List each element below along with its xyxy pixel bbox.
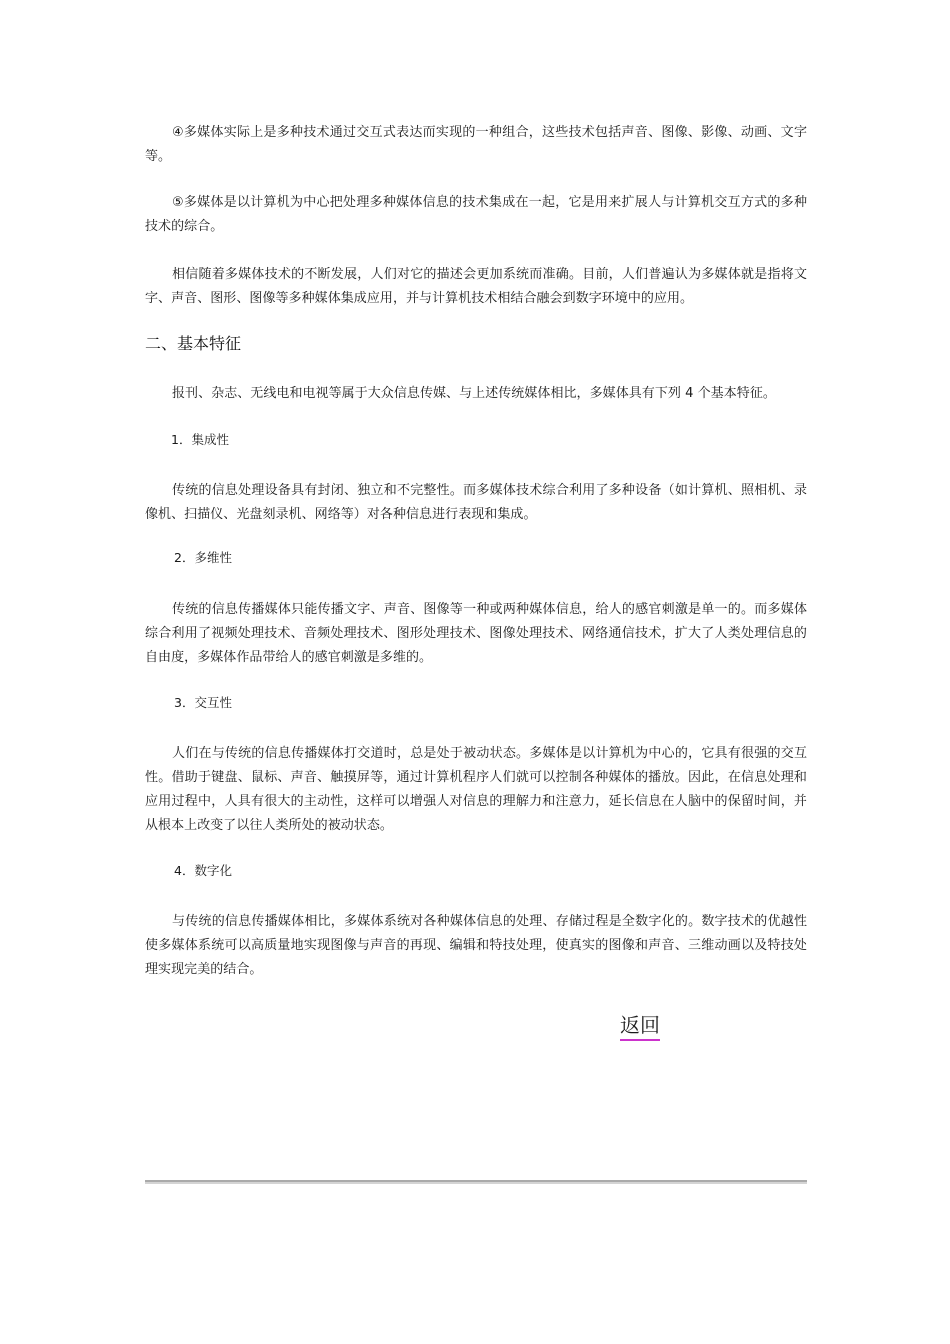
feature-body-interactivity: 人们在与传统的信息传播媒体打交道时，总是处于被动状态。多媒体是以计算机为中心的，它具有很强的交互性。借助于键盘、鼠标、声音、触摸屏等，通过计算机程序人们就可以控制各种媒体的播放。因此，在信息处理和应用过程中，人具有很大的主动性，这样可以增强人对信息的理解力和注意力，延长信息在人脑中的保留时间，并从根本上改变了以往人类所处的被动状态。 — [145, 746, 807, 833]
section-intro: 报刊、杂志、无线电和电视等属于大众信息传媒、与上述传统媒体相比，多媒体具有下列 4 个基本特征。 — [172, 386, 776, 401]
paragraph-definition-5: ⑤多媒体是以计算机为中心把处理多种媒体信息的技术集成在一起，它是用来扩展人与计算机交互方式的多种技术的综合。 — [145, 195, 807, 234]
feature-body-digitization: 与传统的信息传播媒体相比，多媒体系统对各种媒体信息的处理、存储过程是全数字化的。数字技术的优越性使多媒体系统可以高质量地实现图像与声音的再现、编辑和特技处理，使真实的图像和声音、三维动画以及特技处理实现完美的结合。 — [145, 914, 807, 977]
footer-divider — [145, 1180, 807, 1184]
feature-body-multidimensional: 传统的信息传播媒体只能传播文字、声音、图像等一种或两种媒体信息，给人的感官刺激是单一的。而多媒体综合利用了视频处理技术、音频处理技术、图形处理技术、图像处理技术、网络通信技术，扩大了人类处理信息的自由度，多媒体作品带给人的感官刺激是多维的。 — [145, 602, 807, 665]
feature-heading-digitization: 4．数字化 — [174, 863, 232, 878]
paragraph-definition-4: ④多媒体实际上是多种技术通过交互式表达而实现的一种组合，这些技术包括声音、图像、影像、动画、文字等。 — [145, 125, 807, 164]
document-page — [145, 0, 807, 1344]
feature-body-integration: 传统的信息处理设备具有封闭、独立和不完整性。而多媒体技术综合利用了多种设备（如计算机、照相机、录像机、扫描仪、光盘刻录机、网络等）对各种信息进行表现和集成。 — [145, 483, 807, 522]
paragraph-summary: 相信随着多媒体技术的不断发展，人们对它的描述会更加系统而准确。目前，人们普遍认为多媒体就是指将文字、声音、图形、图像等多种媒体集成应用，并与计算机技术相结合融会到数字环境中的应用。 — [145, 267, 807, 306]
feature-heading-integration: 1．集成性 — [171, 432, 229, 447]
section-title: 二、基本特征 — [145, 334, 242, 353]
feature-heading-multidimensional: 2．多维性 — [174, 550, 232, 565]
feature-heading-interactivity: 3．交互性 — [174, 695, 232, 710]
back-link[interactable]: 返回 — [620, 1012, 660, 1041]
